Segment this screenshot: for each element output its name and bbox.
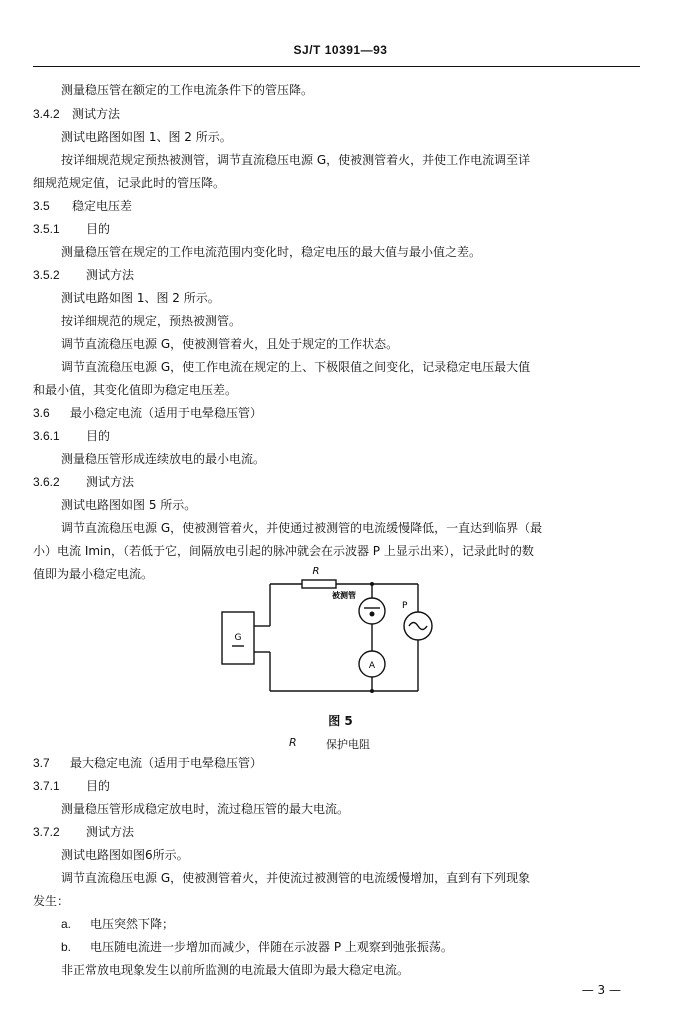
paragraph-line: 调节直流稳压电源 G，使工作电流在规定的上、下极限值之间变化，记录稳定电压最大值 [61,360,531,374]
paragraph-line: 调节直流稳压电源 G，使被测管着火，且处于规定的工作状态。 [61,337,399,351]
section-heading: 目的 [86,779,111,793]
section-number: 3.6 [33,406,50,420]
tube-symbol [359,598,385,624]
source-label: G [234,633,242,643]
header-rule [33,66,640,67]
figure-caption: 图 5 [328,714,353,728]
section-heading: 目的 [86,222,111,236]
legend-symbol: R [289,736,297,749]
section-number: 3.6.1 [33,429,60,443]
paragraph-line: 按详细规范规定预热被测管，调节直流稳压电源 G，使被测管着火，并使工作电流调至详 [61,153,531,167]
section-number: 3.5 [33,199,50,213]
paragraph-line: 测量稳压管在额定的工作电流条件下的管压降。 [61,83,314,97]
paragraph-line: 按详细规范的规定，预热被测管。 [61,314,242,328]
list-item: 电压随电流进一步增加而减少，伴随在示波器 P 上观察到弛张振荡。 [90,940,453,954]
list-marker: b. [61,940,72,954]
section-heading: 最大稳定电流（适用于电晕稳压管） [70,756,263,770]
tube-label: 被测管 [332,591,356,600]
paragraph-line: 调节直流稳压电源 G，使被测管着火，并使通过被测管的电流缓慢降低，一直达到临界（最 [61,521,543,535]
paragraph-line: 小）电流 Imin，（若低于它，间隔放电引起的脉冲就会在示波器 P 上显示出来），记录此时的数 [33,544,534,558]
legend-text: 保护电阻 [326,738,370,751]
section-heading: 最小稳定电流（适用于电晕稳压管） [70,406,263,420]
figure-5-circuit-diagram [210,556,450,706]
paragraph-line: 调节直流稳压电源 G，使被测管着火，并使流过被测管的电流缓慢增加，直到有下列现象 [61,871,531,885]
paragraph-line: 非正常放电现象发生以前所监测的电流最大值即为最大稳定电流。 [61,963,410,977]
list-item: 电压突然下降； [90,917,175,931]
resistor-symbol [302,580,336,588]
section-heading: 测试方法 [72,107,121,121]
paragraph-line: 细规范规定值，记录此时的管压降。 [33,176,226,190]
section-number: 3.5.1 [33,222,60,236]
standard-number-header: SJ/T 10391—93 [293,43,388,57]
section-heading: 稳定电压差 [72,199,133,213]
oscilloscope-label: P [402,601,408,611]
paragraph-line: 测量稳压管形成稳定放电时，流过稳压管的最大电流。 [61,802,350,816]
section-number: 3.5.2 [33,268,60,282]
section-number: 3.4.2 [33,107,60,121]
ammeter-label: A [368,661,376,671]
section-heading: 测试方法 [86,825,135,839]
section-number: 3.6.2 [33,475,60,489]
list-marker: a. [61,917,72,931]
paragraph-line: 和最小值，其变化值即为稳定电压差。 [33,383,238,397]
page-number: — 3 — [581,983,621,997]
section-number: 3.7 [33,756,50,770]
section-heading: 测试方法 [86,268,135,282]
paragraph-line: 测试电路图如图6所示。 [61,848,189,862]
paragraph-line: 测试电路图如图 1、图 2 所示。 [61,130,232,144]
section-heading: 测试方法 [86,475,135,489]
paragraph-line: 发生： [33,894,70,908]
paragraph-line: 值即为最小稳定电流。 [33,567,154,581]
section-heading: 目的 [86,429,111,443]
section-number: 3.7.2 [33,825,60,839]
resistor-label: R [312,566,320,577]
section-number: 3.7.1 [33,779,60,793]
paragraph-line: 测试电路图如图 5 所示。 [61,498,197,512]
paragraph-line: 测量稳压管形成连续放电的最小电流。 [61,452,266,466]
paragraph-line: 测量稳压管在规定的工作电流范围内变化时，稳定电压的最大值与最小值之差。 [61,245,482,259]
paragraph-line: 测试电路如图 1、图 2 所示。 [61,291,220,305]
